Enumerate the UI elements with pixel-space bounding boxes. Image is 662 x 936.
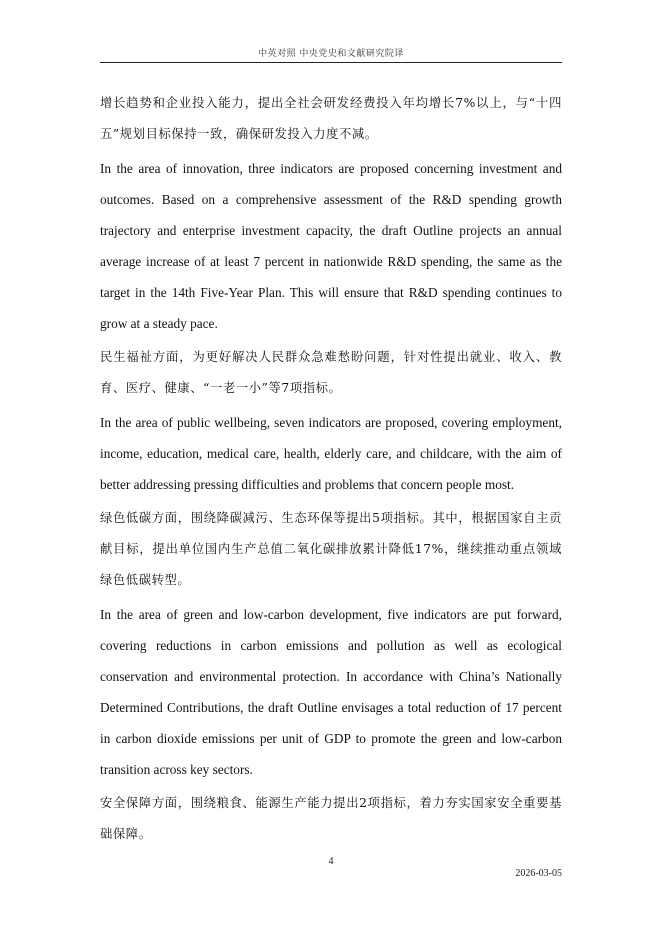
paragraph-en: In the area of green and low-carbon development, five indicators are put forward, covering reductions in carbon emissions and pollution as well as ecological conservation and environmental protection. In accordance with China’s Nationally Determined Contributions, the draft Outline envisages a total reduction of 17 percent in carbon dioxide emissions per unit of GDP to promote the green and low-carbon transition across key sectors. [100, 607, 562, 777]
paragraph-zh: 安全保障方面，围绕粮食、能源生产能力提出2项指标，着力夯实国家安全重要基础保障。 [100, 796, 562, 841]
header-divider [100, 62, 562, 63]
paragraph-zh: 民生福祉方面，为更好解决人民群众急难愁盼问题，针对性提出就业、收入、教育、医疗、健康、“一老一小”等7项指标。 [100, 350, 562, 395]
paragraph-en: In the area of public wellbeing, seven indicators are proposed, covering employment, income, education, medical care, health, elderly care, and childcare, with the aim of better addressing pressing difficulties and problems that concern people most. [100, 415, 562, 492]
date-stamp: 2026-03-05 [515, 868, 562, 879]
document-body [100, 88, 562, 853]
page-number: 4 [328, 856, 334, 867]
paragraph-zh: 增长趋势和企业投入能力，提出全社会研发经费投入年均增长7%以上，与“十四五”规划目标保持一致，确保研发投入力度不减。 [100, 96, 562, 141]
paragraph-en: In the area of innovation, three indicators are proposed concerning investment and outcomes. Based on a comprehensive assessment of the R&D spending growth trajectory and enterprise investment capacity, the draft Outline projects an annual average increase of at least 7 percent in nationwide R&D spending, the same as the target in the 14th Five-Year Plan. This will ensure that R&D spending continues to grow at a steady pace. [100, 161, 562, 331]
paragraph-zh: 绿色低碳方面，围绕降碳减污、生态环保等提出5项指标。其中，根据国家自主贡献目标，提出单位国内生产总值二氧化碳排放累计降低17%，继续推动重点领域绿色低碳转型。 [100, 511, 562, 587]
page-header: 中英对照 中央党史和文献研究院译 [258, 49, 404, 59]
